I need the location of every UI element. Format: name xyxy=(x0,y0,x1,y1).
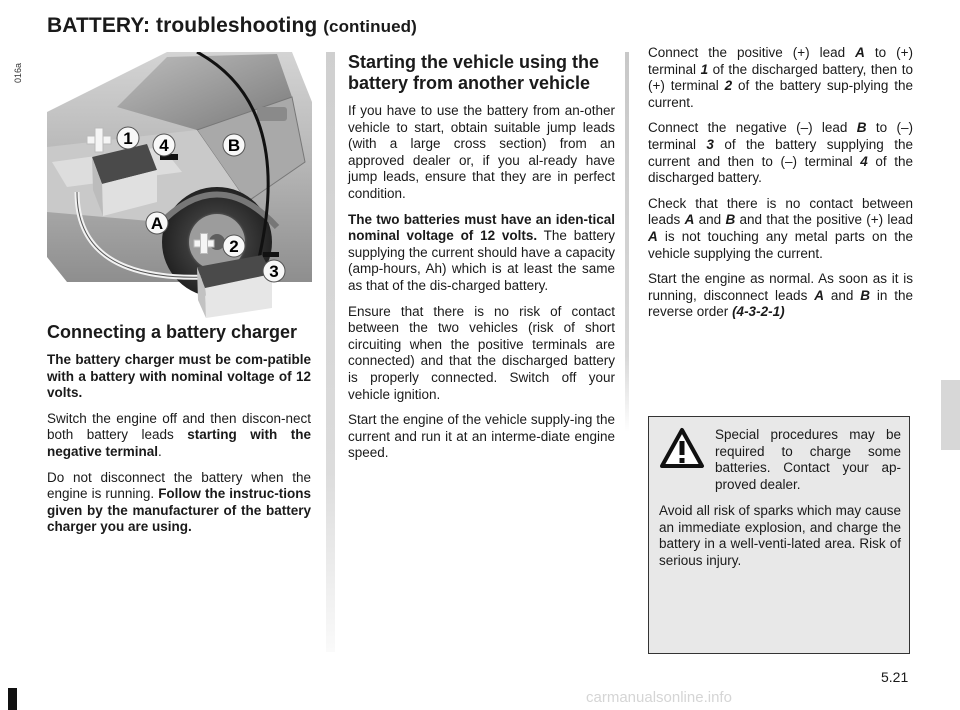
charger-section xyxy=(47,322,311,545)
step-connect-positive: Connect the positive (+) lead A to (+) terminal 1 of the discharged battery, then to (+) terminal 2 of the battery sup-plying the current. xyxy=(648,45,913,110)
charger-heading: Connecting a battery charger xyxy=(47,322,298,342)
step-start-engine: Start the engine as normal. As soon as it is running, disconnect leads A and B in the reverse order (4-3-2-1) xyxy=(648,271,913,320)
callout-4 xyxy=(153,134,175,156)
jump-start-paragraph-3: Ensure that there is no risk of contact between the two vehicles (risk of short circuiting when the positive terminals are connected) and that the discharged battery is properly connected. Switch off your vehicle ignition. xyxy=(348,303,615,402)
callout-3 xyxy=(263,260,285,282)
charger-paragraph-1: The battery charger must be com-patible with a battery with nominal voltage of 12 volts. xyxy=(47,352,311,401)
watermark: carmanualsonline.info xyxy=(586,689,732,706)
warning-box xyxy=(648,416,910,654)
callout-2 xyxy=(223,235,245,257)
warning-text-charging: Special procedures may be required to charge some batteries. Contact your ap-proved dealer. xyxy=(715,427,901,492)
callout-b xyxy=(223,134,245,156)
svg-text:3: 3 xyxy=(269,262,279,281)
section-tab xyxy=(941,380,960,450)
callout-1 xyxy=(117,127,139,149)
jump-start-paragraph-1: If you have to use the battery from an-other vehicle to start, obtain suitable jump leads (with a large cross section) from an approved dealer or, if you al-ready have jump leads, ensure that they are in perfect condition. xyxy=(348,103,615,201)
connection-steps xyxy=(648,45,913,330)
car-illustration xyxy=(47,52,317,320)
jump-start-heading: Starting the vehicle using the battery from another vehicle xyxy=(348,52,600,93)
figure-reference: 016a xyxy=(13,62,24,84)
corner-mark xyxy=(8,688,17,710)
svg-text:4: 4 xyxy=(159,136,169,155)
jump-start-paragraph-2: The two batteries must have an iden-tical nominal voltage of 12 volts. The battery supplying the current should have a capacity (amp-hours, Ah) which is at least the same as that of the dis-charged battery. xyxy=(348,211,615,293)
warning-text-sparks: Avoid all risk of sparks which may cause an immediate explosion, and charge the battery in a well-venti-lated area. Risk of serious injury. xyxy=(659,503,901,568)
column-divider-right xyxy=(625,52,629,432)
svg-text:2: 2 xyxy=(229,237,239,256)
svg-text:A: A xyxy=(150,214,164,233)
callout-a xyxy=(146,212,168,234)
page-title xyxy=(47,14,417,38)
page-number: 5.21 xyxy=(881,669,909,685)
page-title-main: BATTERY: troubleshooting xyxy=(47,14,318,37)
jump-start-illustration xyxy=(47,52,317,320)
svg-text:B: B xyxy=(227,136,241,155)
page-title-subtitle: (continued) xyxy=(323,17,417,36)
charger-paragraph-2: Switch the engine off and then discon-nect both battery leads starting with the negative terminal. xyxy=(47,410,311,459)
warning-triangle-icon xyxy=(659,427,705,469)
jump-start-paragraph-4: Start the engine of the vehicle supply-ing the current and run it at an interme-diate engine speed. xyxy=(348,412,615,461)
step-connect-negative: Connect the negative (–) lead B to (–) terminal 3 of the battery supplying the current and then to (–) terminal 4 of the discharged battery. xyxy=(648,120,913,186)
step-check-contact: Check that there is no contact between leads A and B and that the positive (+) lead A is not touching any metal parts on the vehicle supplying the current. xyxy=(648,195,913,261)
column-divider-left xyxy=(326,52,335,652)
svg-text:1: 1 xyxy=(123,129,133,148)
charger-paragraph-3: Do not disconnect the battery when the engine is running. Follow the instruc-tions given by the manufacturer of the battery charger you are using. xyxy=(47,469,311,535)
jump-start-section xyxy=(348,52,615,471)
